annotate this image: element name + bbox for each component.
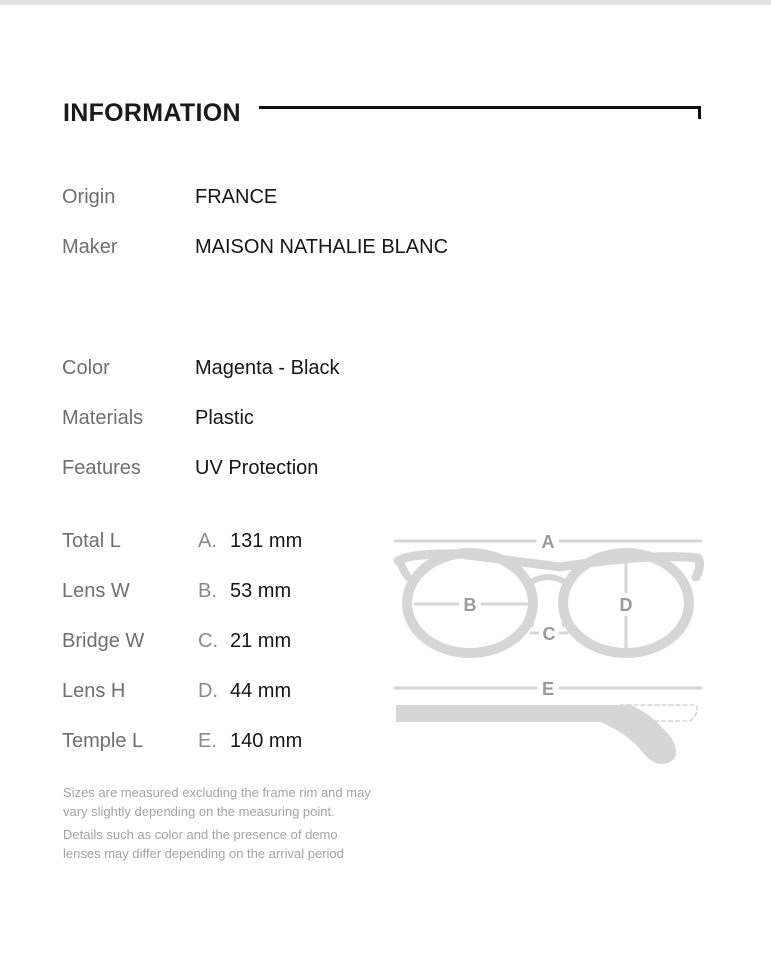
features-value: UV Protection xyxy=(195,457,319,479)
diagram-label-b: B xyxy=(463,595,477,615)
dimension-label: Total L xyxy=(62,530,121,552)
dimension-label: Temple L xyxy=(62,730,144,752)
materials-value: Plastic xyxy=(195,407,254,429)
dimension-value: 44 mm xyxy=(230,680,292,702)
materials-row xyxy=(0,407,771,437)
diagram-label-a: A xyxy=(541,532,555,552)
materials-label: Materials xyxy=(62,407,144,429)
maker-value: MAISON NATHALIE BLANC xyxy=(195,236,449,258)
frame-left-hinge xyxy=(400,561,408,577)
diagram-label-c: C xyxy=(542,624,556,644)
frame-bridge xyxy=(533,577,563,581)
title-rule xyxy=(259,106,701,109)
maker-row xyxy=(0,236,771,266)
dimension-value: 21 mm xyxy=(230,630,292,652)
dimension-value: 140 mm xyxy=(230,730,303,752)
dimension-value: 131 mm xyxy=(230,530,303,552)
origin-value: FRANCE xyxy=(195,186,278,208)
note-line: lenses may differ depending on the arrival period xyxy=(63,846,344,861)
section-title: INFORMATION xyxy=(63,99,241,127)
title-rule-end xyxy=(698,106,701,119)
temple-arm xyxy=(396,705,676,764)
color-value: Magenta - Black xyxy=(195,357,340,379)
features-row xyxy=(0,457,771,487)
note-line: vary slightly depending on the measuring point. xyxy=(63,804,335,819)
origin-row xyxy=(0,186,771,216)
color-row xyxy=(0,357,771,387)
dimension-label: Bridge W xyxy=(62,630,145,652)
note-line: Sizes are measured excluding the frame rim and may xyxy=(63,785,371,800)
dimension-label: Lens W xyxy=(62,580,130,602)
dimension-letter: C. xyxy=(198,630,218,652)
dimension-letter: D. xyxy=(198,680,218,702)
origin-label: Origin xyxy=(62,186,116,208)
dimension-letter: E. xyxy=(198,730,217,752)
dimension-letter: A. xyxy=(198,530,217,552)
top-border xyxy=(0,0,771,5)
maker-label: Maker xyxy=(62,236,118,258)
features-label: Features xyxy=(62,457,141,479)
dimension-label: Lens H xyxy=(62,680,126,702)
diagram-label-e: E xyxy=(541,679,555,699)
note-line: Details such as color and the presence of demo xyxy=(63,827,338,842)
diagram-label-d: D xyxy=(619,595,633,615)
color-label: Color xyxy=(62,357,110,379)
dimension-value: 53 mm xyxy=(230,580,292,602)
dimension-letter: B. xyxy=(198,580,217,602)
glasses-measurement-diagram xyxy=(390,525,710,775)
